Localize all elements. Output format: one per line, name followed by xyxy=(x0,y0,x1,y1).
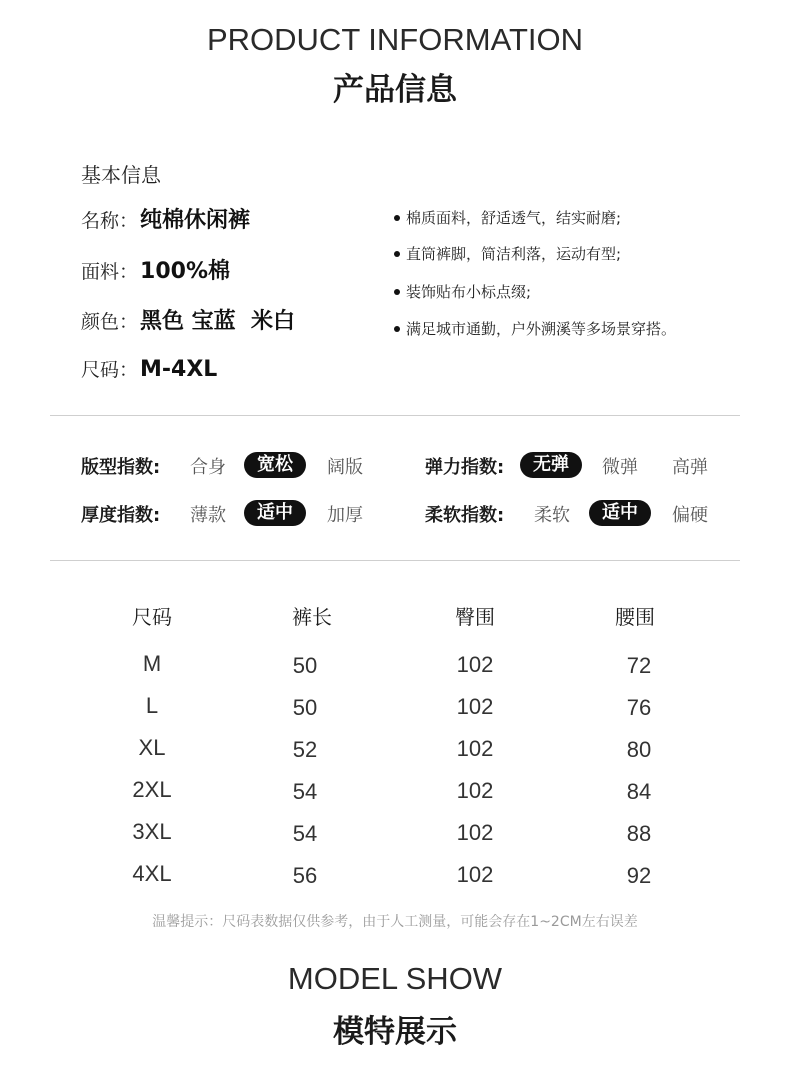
size-note: 温馨提示：尺码表数据仅供参考，由于人工测量，可能会存在1~2CM左右误差 xyxy=(152,914,638,930)
table-row xyxy=(0,651,790,678)
model-show-title-en: MODEL SHOW xyxy=(287,961,503,996)
info-value: 黑色 宝蓝 米白 xyxy=(140,309,295,334)
section-title-en: PRODUCT INFORMATION xyxy=(206,22,583,57)
index-label-stretch: 弹力指数: xyxy=(425,457,505,478)
table-cell: 102 xyxy=(456,736,494,761)
table-cell: 102 xyxy=(456,778,494,803)
index-option: 薄款 xyxy=(190,505,226,526)
table-header: 臀围 xyxy=(455,605,495,629)
info-label: 尺码： xyxy=(81,359,139,381)
index-option-selected: 宽松 xyxy=(244,452,306,478)
table-cell: 56 xyxy=(292,863,318,888)
table-row xyxy=(0,735,790,762)
table-cell: 2XL xyxy=(132,777,172,802)
index-option: 微弹 xyxy=(602,457,638,478)
index-option: 偏硬 xyxy=(672,505,708,526)
info-row-color xyxy=(81,304,295,335)
table-cell: 102 xyxy=(456,652,494,677)
index-label-fit: 版型指数: xyxy=(81,457,161,478)
table-cell: 54 xyxy=(292,821,318,846)
info-label: 面料： xyxy=(81,261,139,283)
table-cell: 76 xyxy=(626,695,652,720)
table-cell: XL xyxy=(138,735,166,760)
info-row-name xyxy=(81,203,250,234)
table-row xyxy=(0,777,790,804)
section-title-cn: 产品信息 xyxy=(333,72,457,108)
info-value: 100%棉 xyxy=(140,259,230,284)
index-option: 柔软 xyxy=(534,505,570,526)
divider xyxy=(50,415,740,416)
table-cell: 84 xyxy=(626,779,652,804)
index-option: 阔版 xyxy=(327,457,363,478)
feature-item: 满足城市通勤，户外溯溪等多场景穿搭。 xyxy=(394,318,676,339)
table-header: 腰围 xyxy=(615,605,655,629)
table-cell: 72 xyxy=(626,653,652,678)
divider xyxy=(50,560,740,561)
table-cell: 80 xyxy=(626,737,652,762)
model-show-title-cn: 模特展示 xyxy=(333,1014,457,1050)
index-option-selected: 无弹 xyxy=(520,452,582,478)
index-option-selected: 适中 xyxy=(244,500,306,526)
table-cell: 88 xyxy=(626,821,652,846)
info-value: 纯棉休闲裤 xyxy=(140,208,251,233)
table-cell: 50 xyxy=(292,695,318,720)
index-option-selected: 适中 xyxy=(589,500,651,526)
table-cell: M xyxy=(142,651,162,676)
table-cell: 50 xyxy=(292,653,318,678)
table-cell: 3XL xyxy=(132,819,172,844)
table-header: 裤长 xyxy=(292,605,332,629)
bullet-icon xyxy=(394,326,400,332)
table-row xyxy=(0,861,790,888)
info-value: M-4XL xyxy=(140,357,218,382)
feature-item: 棉质面料，舒适透气，结实耐磨; xyxy=(394,207,621,228)
table-cell: 102 xyxy=(456,694,494,719)
table-cell: 102 xyxy=(456,820,494,845)
table-cell: 54 xyxy=(292,779,318,804)
table-header: 尺码 xyxy=(132,605,172,629)
info-row-size xyxy=(81,355,217,382)
table-cell: 102 xyxy=(456,862,494,887)
table-cell: 4XL xyxy=(132,861,172,886)
feature-item: 直筒裤脚，简洁利落，运动有型; xyxy=(394,243,621,264)
table-row xyxy=(0,819,790,846)
table-cell: 92 xyxy=(626,863,652,888)
index-label-softness: 柔软指数: xyxy=(425,505,505,526)
info-label: 颜色： xyxy=(81,311,139,333)
info-label: 名称： xyxy=(81,210,139,232)
info-row-fabric xyxy=(81,254,230,285)
basic-info-title: 基本信息 xyxy=(81,163,161,187)
table-cell: 52 xyxy=(292,737,318,762)
table-row xyxy=(0,693,790,720)
table-cell: L xyxy=(145,693,159,718)
feature-item: 装饰贴布小标点缀; xyxy=(394,281,531,302)
index-option: 高弹 xyxy=(672,457,708,478)
bullet-icon xyxy=(394,289,400,295)
index-label-thickness: 厚度指数: xyxy=(81,505,161,526)
bullet-icon xyxy=(394,251,400,257)
index-option: 加厚 xyxy=(327,505,363,526)
index-option: 合身 xyxy=(190,457,226,478)
bullet-icon xyxy=(394,215,400,221)
